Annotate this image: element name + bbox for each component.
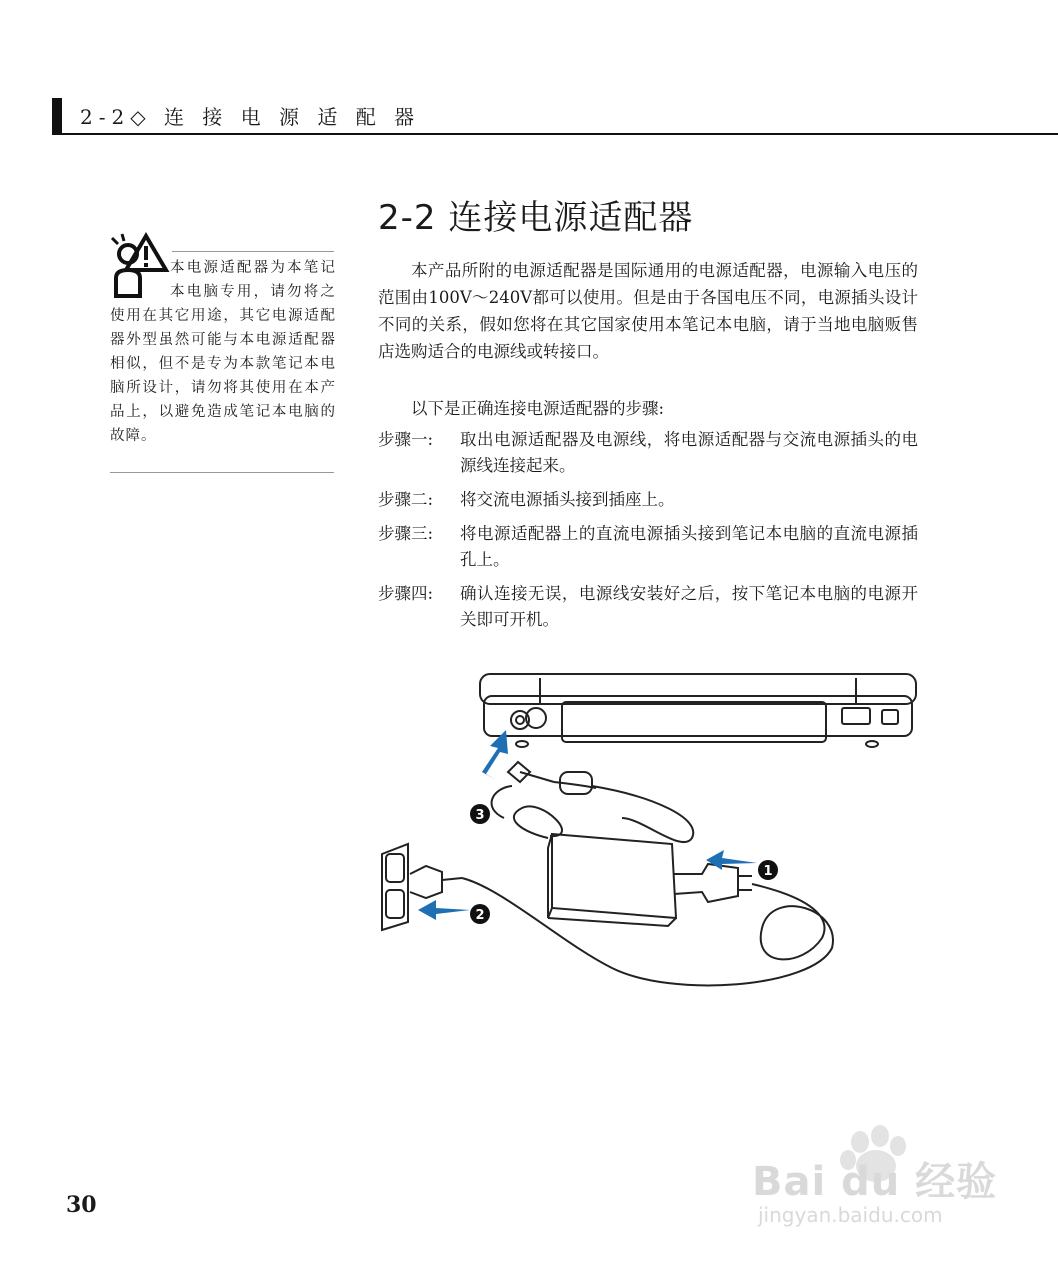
step-item [378, 427, 918, 479]
arrow-icon [418, 730, 757, 920]
step-item [378, 487, 918, 513]
step-item [378, 581, 918, 633]
laptop-rear [480, 674, 916, 747]
step-text: 将交流电源插头接到插座上。 [460, 490, 675, 509]
page-number: 30 [66, 1192, 97, 1218]
wall-outlet [382, 844, 462, 930]
callout-3: 3 [475, 808, 485, 823]
dc-plug [508, 762, 693, 842]
steps-lead: 以下是正确连接电源适配器的步骤: [411, 399, 665, 418]
step-text: 取出电源适配器及电源线，将电源适配器与交流电源插头的电源线连接起来。 [460, 430, 918, 475]
intro-paragraph: 本产品所附的电源适配器是国际通用的电源适配器，电源输入电压的范围由100V～240V都可以使用。但是由于各国电压不同，电源插头设计不同的关系，假如您将在其它国家使用本笔记本电脑，请于当地电脑贩售店选购适合的电源线或转接口。 [378, 261, 918, 361]
note-bottom-rule [110, 472, 334, 473]
watermark-url: jingyan.baidu.com [758, 1203, 943, 1227]
step-text: 将电源适配器上的直流电源插头接到笔记本电脑的直流电源插孔上。 [460, 524, 918, 569]
page-title: 2-2 连接电源适配器 [378, 198, 694, 238]
step-label: 步骤三: [378, 524, 434, 543]
section-header: 2-2◇ 连 接 电 源 适 配 器 [80, 105, 421, 129]
side-note-text: 本电源适配器为本笔记本电脑专用，请勿将之使用在其它用途，其它电源适配器外型虽然可能与本电源适配器相似，但不是专为本款笔记本电脑所设计，请勿将其使用在本产品上，以避免造成笔记本电脑的故障。 [110, 260, 336, 444]
adapter-connection-figure [372, 668, 932, 1028]
step-label: 步骤四: [378, 584, 434, 603]
steps-list [378, 427, 918, 641]
callout-1: 1 [763, 864, 773, 879]
side-note [110, 256, 336, 448]
step-text: 确认连接无误，电源线安装好之后，按下笔记本电脑的电源开关即可开机。 [460, 584, 918, 629]
step-item [378, 521, 918, 573]
note-top-rule [172, 251, 334, 252]
header-rule [52, 133, 1058, 135]
step-label: 步骤二: [378, 490, 434, 509]
header-bar [52, 98, 62, 134]
watermark-brand: Bai du 经验 [752, 1159, 998, 1205]
callout-2: 2 [475, 908, 485, 923]
power-brick [492, 786, 676, 926]
step-label: 步骤一: [378, 430, 434, 449]
